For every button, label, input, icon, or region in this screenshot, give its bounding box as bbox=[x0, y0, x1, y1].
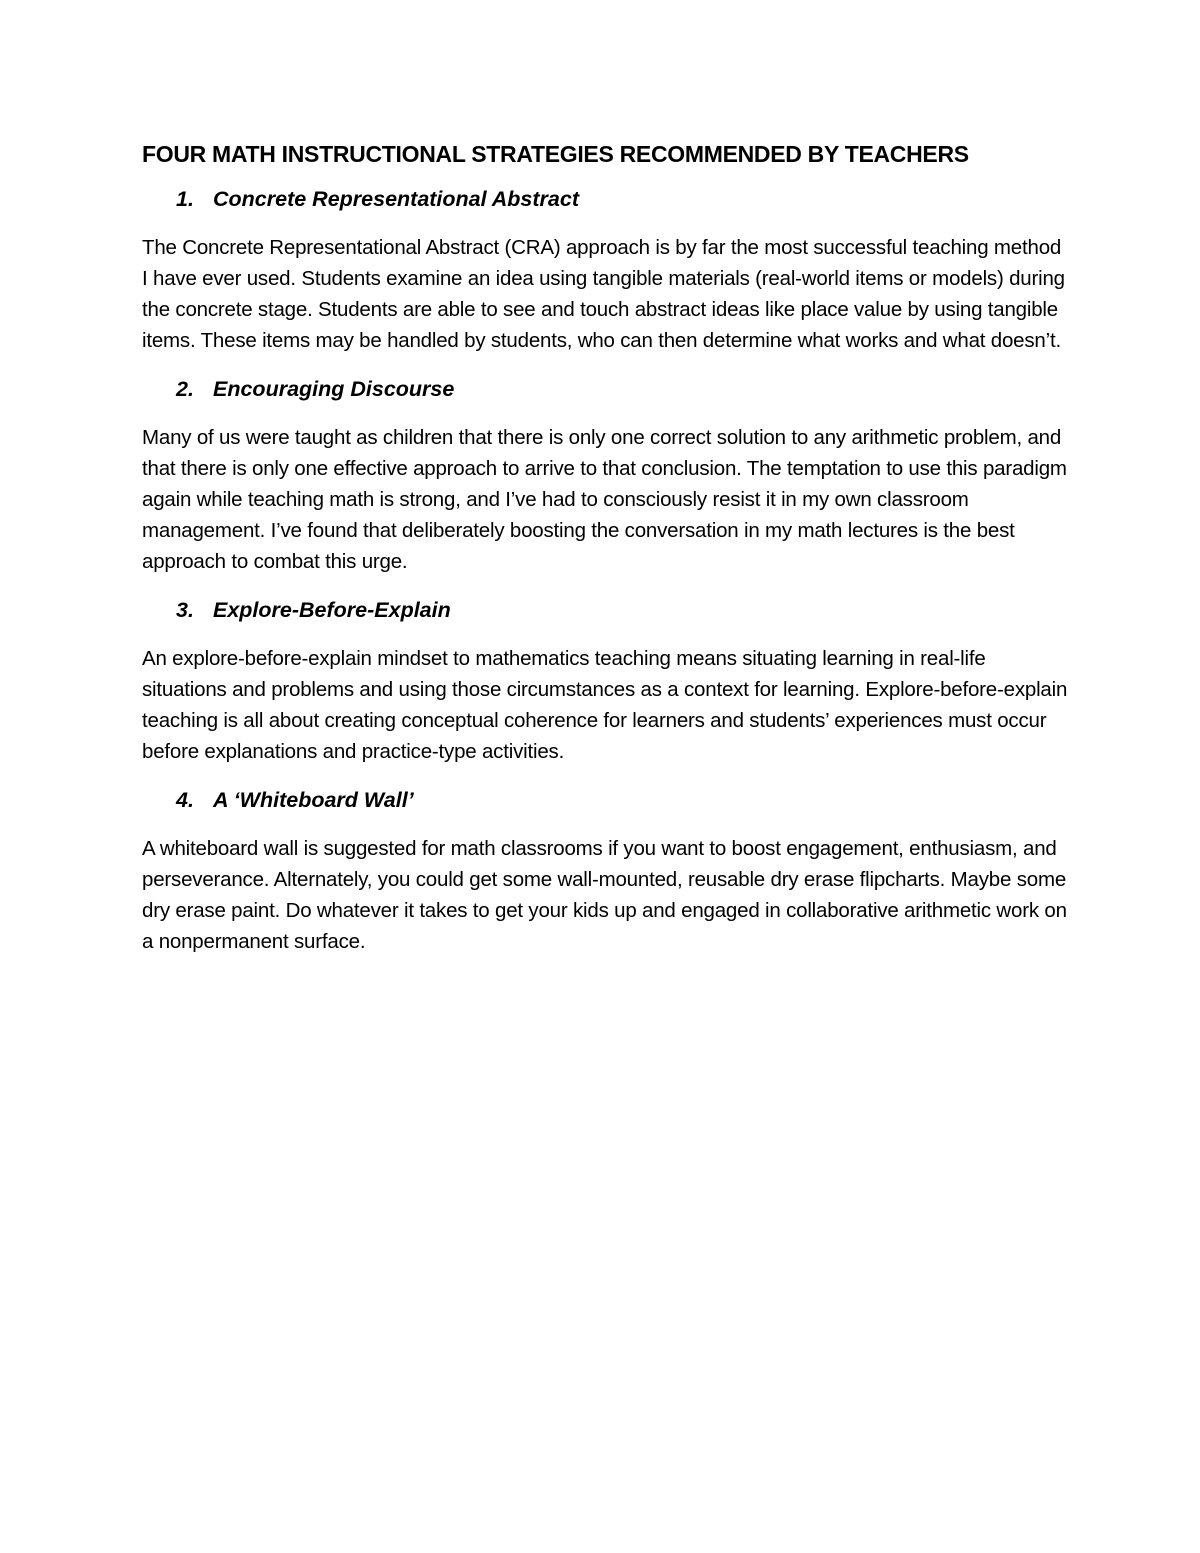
section-body: The Concrete Representational Abstract (CRA) approach is by far the most successful teaching method I have ever used. Students examine an idea using tangible materials (real-world items or models) during the concrete stage. Students are able to see and touch abstract ideas like place value by using tangible items. These items may be handled by students, who can then determine what works and what doesn’t. bbox=[142, 235, 1065, 352]
section-body: Many of us were taught as children that there is only one correct solution to any arithmetic problem, and that there is only one effective approach to arrive to that conclusion. The temptation to use this paradigm again while teaching math is strong, and I’ve had to consciously resist it in my own classroom management. I’ve found that deliberately boosting the conversation in my math lectures is the best approach to combat this urge. bbox=[142, 425, 1067, 573]
section-heading-text: Explore-Before-Explain bbox=[213, 597, 451, 622]
document-page bbox=[142, 140, 1072, 977]
section-heading-text: Encouraging Discourse bbox=[213, 376, 455, 401]
section-heading-text: A ‘Whiteboard Wall’ bbox=[213, 787, 414, 812]
section-heading bbox=[142, 597, 1072, 625]
section-heading bbox=[142, 787, 1072, 815]
section-body: A whiteboard wall is suggested for math classrooms if you want to boost engagement, enthusiasm, and perseverance. Alternately, you could get some wall-mounted, reusable dry erase flipcharts. Maybe some dry erase paint. Do whatever it takes to get your kids up and engaged in collaborative arithmetic work on a nonpermanent surface. bbox=[142, 836, 1067, 953]
document-title: FOUR MATH INSTRUCTIONAL STRATEGIES RECOMMENDED BY TEACHERS bbox=[142, 141, 969, 167]
section-number: 2. bbox=[176, 376, 194, 401]
section-heading bbox=[142, 376, 1072, 404]
section-number: 1. bbox=[176, 186, 194, 211]
section-3 bbox=[142, 597, 1072, 767]
section-1 bbox=[142, 186, 1072, 356]
section-number: 4. bbox=[176, 787, 194, 812]
section-body: An explore-before-explain mindset to mathematics teaching means situating learning in real-life situations and problems and using those circumstances as a context for learning. Explore-before-explain teaching is all about creating conceptual coherence for learners and students’ experiences must occur before explanations and practice-type activities. bbox=[142, 646, 1068, 763]
section-heading-text: Concrete Representational Abstract bbox=[213, 186, 579, 211]
section-heading bbox=[142, 186, 1072, 214]
section-2 bbox=[142, 376, 1072, 577]
section-4 bbox=[142, 787, 1072, 957]
section-number: 3. bbox=[176, 597, 194, 622]
